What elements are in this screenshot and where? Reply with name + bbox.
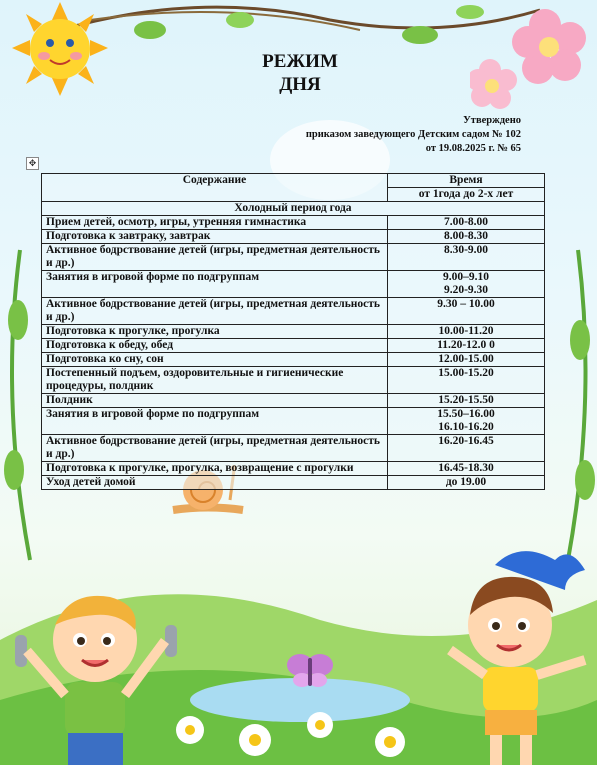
activity-cell: Подготовка к прогулке, прогулка, возвращение с прогулки (42, 462, 388, 476)
flower-icon (160, 690, 450, 765)
time-value: 9.30 – 10.00 (437, 298, 495, 310)
time-value: 9.00–9.10 (443, 271, 489, 283)
time-value: 8.30-9.00 (443, 244, 489, 256)
activity-cell: Подготовка к завтраку, завтрак (42, 230, 388, 244)
time-cell (388, 244, 545, 271)
time-value: до 19.00 (445, 476, 487, 488)
time-value: 15.00-15.20 (438, 367, 494, 379)
time-value-2: 16.10-16.20 (438, 421, 494, 433)
time-cell (388, 325, 545, 339)
time-cell (388, 298, 545, 325)
butterfly-icon (285, 650, 335, 690)
time-value: 16.45-18.30 (438, 462, 494, 474)
table-row (42, 325, 545, 339)
table-row (42, 271, 545, 298)
time-value: 15.20-15.50 (438, 394, 494, 406)
header-content: Содержание (42, 174, 388, 202)
approval-line-3: от 19.08.2025 г. № 65 (425, 143, 521, 154)
time-cell (388, 230, 545, 244)
table-row (42, 244, 545, 271)
activity-cell: Уход детей домой (42, 476, 388, 490)
time-value: 15.50–16.00 (437, 408, 495, 420)
activity-cell: Активное бодрствование детей (игры, предметная деятельность и др.) (42, 244, 388, 271)
table-row (42, 462, 545, 476)
activity-cell: Подготовка ко сну, сон (42, 353, 388, 367)
table-row (42, 435, 545, 462)
title-line-1: РЕЖИМ (262, 51, 338, 72)
approval-block (306, 114, 521, 156)
time-value: 7.00-8.00 (443, 216, 489, 228)
time-cell (388, 408, 545, 435)
activity-cell: Постепенный подъем, оздоровительные и гигиенические процедуры, полдник (42, 367, 388, 394)
activity-cell: Прием детей, осмотр, игры, утренняя гимнастика (42, 216, 388, 230)
activity-cell: Занятия в игровой форме по подгруппам (42, 408, 388, 435)
time-cell (388, 394, 545, 408)
time-cell (388, 339, 545, 353)
schedule-table (41, 173, 545, 490)
time-cell (388, 367, 545, 394)
activity-cell: Занятия в игровой форме по подгруппам (42, 271, 388, 298)
sun-icon (8, 0, 113, 100)
table-row (42, 339, 545, 353)
approval-line-1: Утверждено (463, 115, 521, 126)
period-row (42, 202, 545, 216)
time-cell (388, 435, 545, 462)
table-row (42, 476, 545, 490)
time-cell (388, 271, 545, 298)
move-handle-icon[interactable]: ✥ (26, 157, 39, 170)
activity-cell: Подготовка к прогулке, прогулка (42, 325, 388, 339)
period-label: Холодный период года (42, 202, 545, 216)
time-value: 10.00-11.20 (438, 325, 494, 337)
time-value: 8.00-8.30 (443, 230, 489, 242)
approval-line-2: приказом заведующего Детским садом № 102 (305, 129, 521, 140)
activity-cell: Активное бодрствование детей (игры, предметная деятельность и др.) (42, 435, 388, 462)
time-value: 16.20-16.45 (438, 435, 494, 447)
activity-cell: Активное бодрствование детей (игры, предметная деятельность и др.) (42, 298, 388, 325)
page-title (200, 50, 400, 96)
table-row (42, 367, 545, 394)
header-time: Время (388, 174, 545, 188)
table-row (42, 216, 545, 230)
time-cell (388, 462, 545, 476)
activity-cell: Полдник (42, 394, 388, 408)
time-cell (388, 353, 545, 367)
table-row (42, 230, 545, 244)
time-value: 12.00-15.00 (438, 353, 494, 365)
header-age: от 1года до 2-х лет (388, 188, 545, 202)
time-cell (388, 216, 545, 230)
time-value: 11.20-12.0 0 (437, 339, 495, 351)
table-header-row (42, 174, 545, 188)
girl-icon (445, 545, 597, 765)
flower-icon (470, 0, 597, 120)
table-row (42, 408, 545, 435)
time-cell (388, 476, 545, 490)
table-row (42, 394, 545, 408)
time-value-2: 9.20-9.30 (443, 284, 489, 296)
table-row (42, 298, 545, 325)
title-line-2: ДНЯ (279, 74, 321, 95)
table-row (42, 353, 545, 367)
activity-cell: Подготовка к обеду, обед (42, 339, 388, 353)
